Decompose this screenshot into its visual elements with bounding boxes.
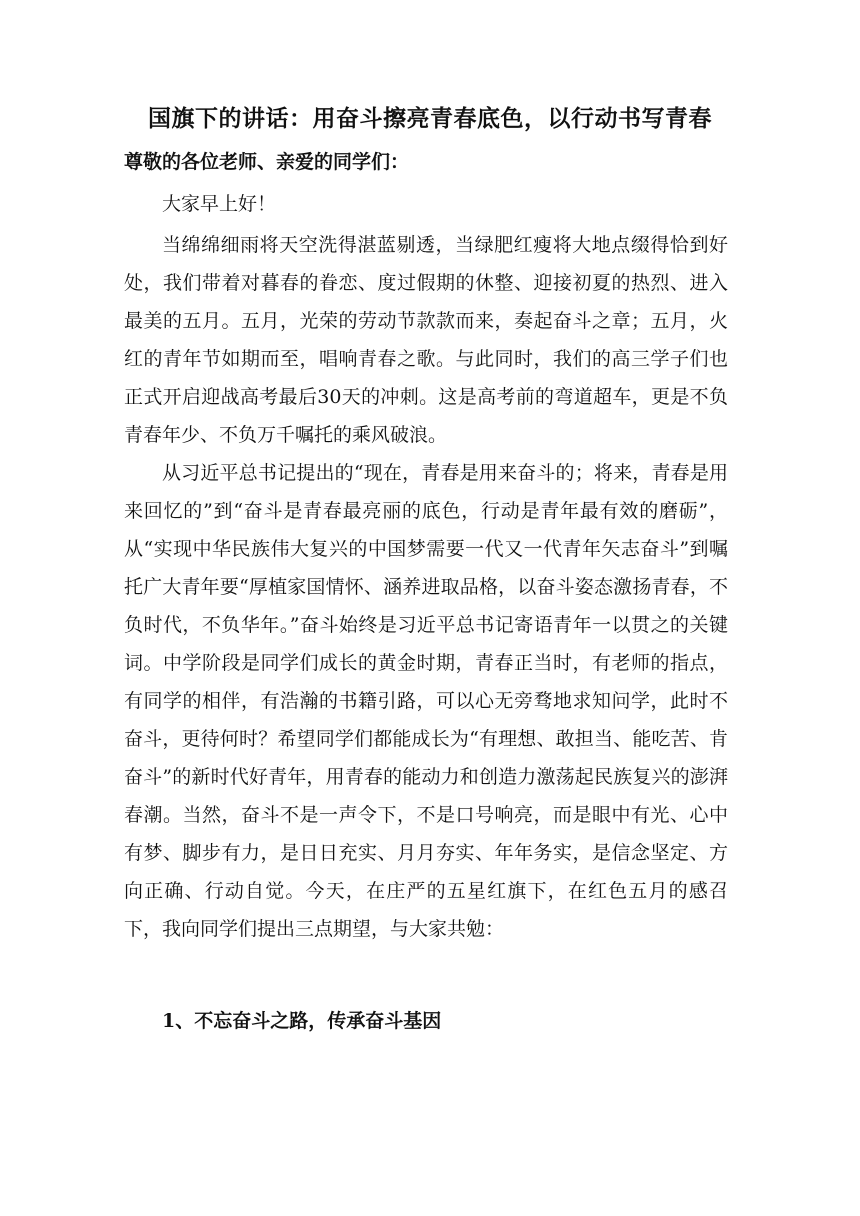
body-paragraph-2: 从习近平总书记提出的“现在，青春是用来奋斗的；将来，青春是用来回忆的”到“奋斗是青春最亮丽的底色，行动是青年最有效的磨砺”，从“实现中华民族伟大复兴的中国梦需要一代又一代青年矢志奋斗”到嘱托广大青年要“厚植家国情怀、涵养进取品格，以奋斗姿态激扬青春，不负时代，不负华年。”奋斗始终是习近平总书记寄语青年一以贯之的关键词。中学阶段是同学们成长的黄金时期，青春正当时，有老师的指点，有同学的相伴，有浩瀚的书籍引路，可以心无旁骛地求知问学，此时不奋斗，更待何时？希望同学们都能成长为“有理想、敢担当、能吃苦、肯奋斗”的新时代好青年，用青春的能动力和创造力激荡起民族复兴的澎湃春潮。当然，奋斗不是一声令下，不是口号响亮，而是眼中有光、心中有梦、脚步有力，是日日充实、月月夯实、年年务实，是信念坚定、方向正确、行动自觉。今天，在庄严的五星红旗下，在红色五月的感召下，我向同学们提出三点期望，与大家共勉： xyxy=(124,462,728,940)
section-heading-1: 1、不忘奋斗之路，传承奋斗基因 xyxy=(162,1010,442,1032)
greeting-paragraph: 大家早上好！ xyxy=(162,193,277,215)
body-paragraph-1: 当绵绵细雨将天空洗得湛蓝剔透，当绿肥红瘦将大地点缀得恰到好处，我们带着对暮春的眷恋、度过假期的休整、迎接初夏的热烈、进入最美的五月。五月，光荣的劳动节款款而来，奏起奋斗之章；五月，火红的青年节如期而至，唱响青春之歌。与此同时，我们的高三学子们也正式开启迎战高考最后30天的冲刺。这是高考前的弯道超车，更是不负青春年少、不负万千嘱托的乘风破浪。 xyxy=(124,234,728,446)
document-title: 国旗下的讲话：用奋斗擦亮青春底色，以行动书写青春 xyxy=(148,105,712,132)
salutation: 尊敬的各位老师、亲爱的同学们： xyxy=(124,151,410,173)
